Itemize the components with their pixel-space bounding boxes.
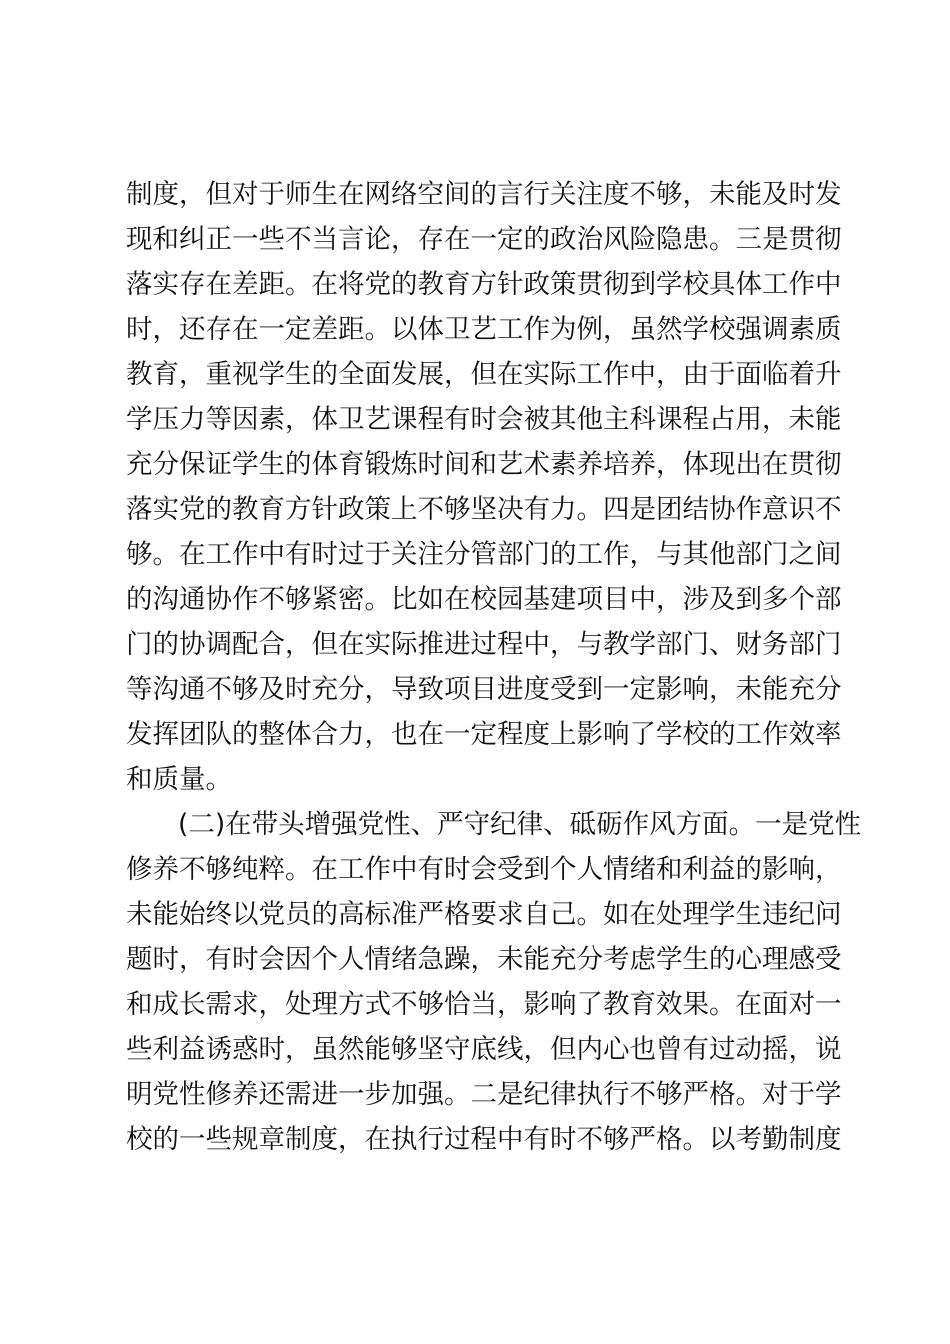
text-line: 够。在工作中有时过于关注分管部门的工作，与其他部门之间 [126,539,842,570]
text-line: 教育，重视学生的全面发展，但在实际工作中，由于面临着升 [126,359,842,390]
text-line: 现和纠正一些不当言论，存在一定的政治风险隐患。三是贯彻 [126,224,842,255]
text-line: 制度，但对于师生在网络空间的言行关注度不够，未能及时发 [126,179,842,210]
text-line: 落实存在差距。在将党的教育方针政策贯彻到学校具体工作中 [126,269,842,300]
text-line: 充分保证学生的体育锻炼时间和艺术素养培养，体现出在贯彻 [126,449,842,480]
text-line: 和成长需求，处理方式不够恰当，影响了教育效果。在面对一 [126,989,842,1020]
body-text [126,172,862,1162]
text-line: 等沟通不够及时充分，导致项目进度受到一定影响，未能充分 [126,674,842,705]
text-line: 时，还存在一定差距。以体卫艺工作为例，虽然学校强调素质 [126,314,842,345]
text-line: 落实党的教育方针政策上不够坚决有力。四是团结协作意识不 [126,494,842,525]
text-line: 明党性修养还需进一步加强。二是纪律执行不够严格。对于学 [126,1079,842,1110]
paragraph-end-line: 和质量。 [126,764,232,795]
text-line: 门的协调配合，但在实际推进过程中，与教学部门、财务部门 [126,629,842,660]
text-line: 未能始终以党员的高标准严格要求自己。如在处理学生违纪问 [126,899,842,930]
text-line: 发挥团队的整体合力，也在一定程度上影响了学校的工作效率 [126,719,842,750]
text-line: 些利益诱惑时，虽然能够坚守底线，但内心也曾有过动摇，说 [126,1034,842,1065]
text-line: 题时，有时会因个人情绪急躁，未能充分考虑学生的心理感受 [126,944,842,975]
text-line: 的沟通协作不够紧密。比如在校园基建项目中，涉及到多个部 [126,584,842,615]
text-line: 修养不够纯粹。在工作中有时会受到个人情绪和利益的影响， [126,854,842,885]
text-line: 学压力等因素，体卫艺课程有时会被其他主科课程占用，未能 [126,404,842,435]
text-line: 校的一些规章制度，在执行过程中有时不够严格。以考勤制度 [126,1124,842,1155]
section-heading-line: (二)在带头增强党性、严守纪律、砥砺作风方面。一是党性 [178,809,862,840]
